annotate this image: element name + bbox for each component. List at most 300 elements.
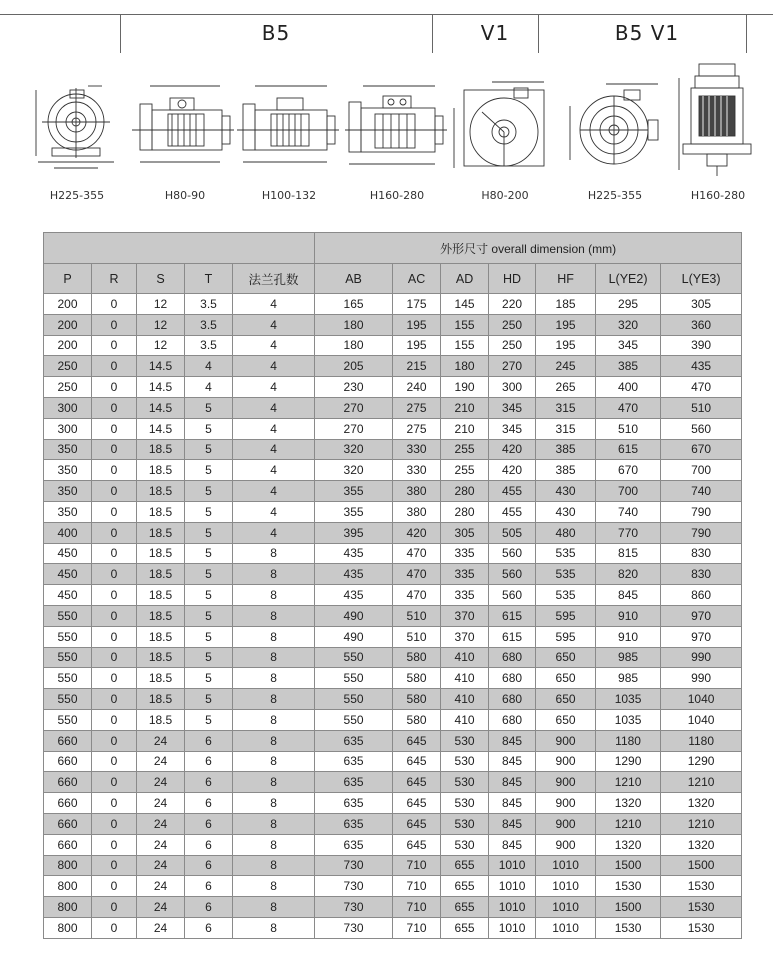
table-cell: 1210: [661, 772, 742, 793]
table-cell: 8: [233, 543, 315, 564]
table-row: [44, 460, 742, 481]
table-cell: 1010: [536, 876, 596, 897]
table-cell: 730: [315, 876, 393, 897]
table-cell: 185: [536, 294, 596, 315]
table-row: [44, 397, 742, 418]
table-cell: 390: [661, 335, 742, 356]
table-cell: 180: [441, 356, 489, 377]
table-cell: 900: [536, 751, 596, 772]
table-cell: 350: [44, 439, 92, 460]
table-row: [44, 377, 742, 398]
table-cell: 3.5: [185, 314, 233, 335]
table-cell: 345: [596, 335, 661, 356]
table-cell: 0: [92, 397, 137, 418]
table-cell: 250: [44, 377, 92, 398]
table-cell: 580: [393, 709, 441, 730]
divider: [120, 15, 121, 53]
vertical-view-drawing: [677, 58, 757, 178]
table-cell: 0: [92, 314, 137, 335]
table-cell: 655: [441, 917, 489, 938]
table-cell: 265: [536, 377, 596, 398]
column-header: P: [44, 264, 92, 294]
table-cell: 535: [536, 543, 596, 564]
table-row: [44, 730, 742, 751]
table-cell: 6: [185, 876, 233, 897]
table-cell: 845: [489, 730, 536, 751]
table-cell: 155: [441, 335, 489, 356]
table-cell: 1010: [489, 855, 536, 876]
table-cell: 535: [536, 564, 596, 585]
table-cell: 660: [44, 772, 92, 793]
table-row: [44, 813, 742, 834]
table-cell: 24: [137, 813, 185, 834]
side-view-drawing: [343, 80, 448, 175]
table-cell: 5: [185, 501, 233, 522]
table-cell: 300: [44, 418, 92, 439]
table-cell: 530: [441, 834, 489, 855]
column-header: AC: [393, 264, 441, 294]
table-cell: 450: [44, 585, 92, 606]
table-cell: 450: [44, 543, 92, 564]
table-cell: 350: [44, 460, 92, 481]
table-cell: 5: [185, 418, 233, 439]
table-cell: 195: [393, 314, 441, 335]
table-cell: 900: [536, 730, 596, 751]
table-cell: 18.5: [137, 439, 185, 460]
table-cell: 635: [315, 834, 393, 855]
table-cell: 210: [441, 418, 489, 439]
table-cell: 645: [393, 793, 441, 814]
table-cell: 1210: [661, 813, 742, 834]
table-cell: 4: [233, 481, 315, 502]
table-cell: 8: [233, 626, 315, 647]
table-cell: 645: [393, 813, 441, 834]
table-cell: 430: [536, 501, 596, 522]
table-cell: 845: [489, 751, 536, 772]
table-cell: 0: [92, 460, 137, 481]
table-cell: 275: [393, 418, 441, 439]
table-cell: 845: [489, 793, 536, 814]
table-cell: 615: [596, 439, 661, 460]
table-cell: 505: [489, 522, 536, 543]
table-cell: 300: [44, 397, 92, 418]
table-cell: 1010: [489, 917, 536, 938]
table-cell: 635: [315, 813, 393, 834]
table-cell: 5: [185, 585, 233, 606]
table-row: [44, 751, 742, 772]
table-cell: 0: [92, 793, 137, 814]
table-cell: 420: [489, 460, 536, 481]
table-cell: 650: [536, 668, 596, 689]
table-cell: 645: [393, 834, 441, 855]
table-cell: 5: [185, 626, 233, 647]
table-cell: 710: [393, 917, 441, 938]
dimension-table: [43, 232, 742, 939]
table-cell: 320: [596, 314, 661, 335]
table-cell: 8: [233, 834, 315, 855]
table-cell: 1210: [596, 813, 661, 834]
table-cell: 8: [233, 730, 315, 751]
table-cell: 1010: [536, 917, 596, 938]
column-header: S: [137, 264, 185, 294]
table-cell: 700: [596, 481, 661, 502]
table-cell: 435: [315, 564, 393, 585]
table-cell: 985: [596, 647, 661, 668]
table-cell: 985: [596, 668, 661, 689]
column-header: R: [92, 264, 137, 294]
table-cell: 1035: [596, 709, 661, 730]
table-cell: 24: [137, 751, 185, 772]
table-cell: 560: [489, 585, 536, 606]
table-cell: 845: [489, 834, 536, 855]
table-cell: 6: [185, 897, 233, 918]
table-row: [44, 314, 742, 335]
table-cell: 410: [441, 647, 489, 668]
table-cell: 970: [661, 626, 742, 647]
table-cell: 1320: [596, 793, 661, 814]
table-cell: 18.5: [137, 668, 185, 689]
table-cell: 145: [441, 294, 489, 315]
table-cell: 385: [536, 439, 596, 460]
table-cell: 8: [233, 793, 315, 814]
table-cell: 330: [393, 460, 441, 481]
table-row: [44, 501, 742, 522]
table-cell: 5: [185, 709, 233, 730]
table-row: [44, 855, 742, 876]
drawing-caption: H100-132: [261, 189, 317, 202]
drawing-caption: H225-355: [587, 189, 643, 202]
table-cell: 320: [315, 439, 393, 460]
table-cell: 660: [44, 730, 92, 751]
table-cell: 560: [661, 418, 742, 439]
table-cell: 350: [44, 501, 92, 522]
table-cell: 6: [185, 855, 233, 876]
table-cell: 0: [92, 772, 137, 793]
mount-label-b5v1: B5 V1: [614, 21, 680, 45]
table-cell: 14.5: [137, 356, 185, 377]
table-cell: 24: [137, 855, 185, 876]
table-cell: 0: [92, 335, 137, 356]
table-row: [44, 335, 742, 356]
table-cell: 510: [393, 605, 441, 626]
table-cell: 580: [393, 668, 441, 689]
table-cell: 8: [233, 585, 315, 606]
table-cell: 5: [185, 668, 233, 689]
table-cell: 0: [92, 585, 137, 606]
table-cell: 6: [185, 793, 233, 814]
table-cell: 6: [185, 751, 233, 772]
table-cell: 0: [92, 668, 137, 689]
table-body: [44, 294, 742, 939]
table-cell: 280: [441, 501, 489, 522]
table-cell: 455: [489, 501, 536, 522]
table-cell: 0: [92, 294, 137, 315]
table-cell: 770: [596, 522, 661, 543]
table-cell: 595: [536, 626, 596, 647]
table-cell: 550: [315, 668, 393, 689]
table-cell: 8: [233, 813, 315, 834]
table-cell: 0: [92, 897, 137, 918]
table-cell: 830: [661, 564, 742, 585]
mount-header: [0, 14, 773, 53]
table-cell: 14.5: [137, 377, 185, 398]
table-cell: 530: [441, 751, 489, 772]
table-cell: 645: [393, 730, 441, 751]
table-cell: 0: [92, 481, 137, 502]
table-cell: 670: [596, 460, 661, 481]
table-cell: 195: [393, 335, 441, 356]
table-cell: 830: [661, 543, 742, 564]
table-cell: 1180: [661, 730, 742, 751]
table-cell: 305: [441, 522, 489, 543]
table-cell: 535: [536, 585, 596, 606]
column-header: L(YE2): [596, 264, 661, 294]
table-cell: 510: [596, 418, 661, 439]
table-cell: 5: [185, 522, 233, 543]
table-cell: 1320: [661, 834, 742, 855]
table-cell: 250: [44, 356, 92, 377]
table-cell: 255: [441, 460, 489, 481]
table-cell: 730: [315, 917, 393, 938]
table-cell: 650: [536, 647, 596, 668]
table-cell: 660: [44, 834, 92, 855]
table-cell: 990: [661, 647, 742, 668]
table-row: [44, 439, 742, 460]
table-row: [44, 834, 742, 855]
column-header: 法兰孔数: [233, 264, 315, 294]
table-cell: 490: [315, 605, 393, 626]
table-cell: 8: [233, 709, 315, 730]
table-cell: 18.5: [137, 501, 185, 522]
table-row: [44, 689, 742, 710]
table-cell: 5: [185, 689, 233, 710]
drawing-caption: H80-200: [481, 189, 529, 202]
table-cell: 910: [596, 626, 661, 647]
table-cell: 1010: [489, 897, 536, 918]
table-cell: 335: [441, 585, 489, 606]
table-cell: 0: [92, 418, 137, 439]
side-view-drawing: [235, 80, 340, 175]
table-column-header-row: [44, 264, 742, 294]
table-cell: 210: [441, 397, 489, 418]
table-cell: 650: [536, 689, 596, 710]
table-cell: 730: [315, 855, 393, 876]
divider: [432, 15, 433, 53]
table-cell: 24: [137, 793, 185, 814]
table-cell: 790: [661, 522, 742, 543]
table-cell: 220: [489, 294, 536, 315]
table-cell: 660: [44, 751, 92, 772]
table-cell: 1180: [596, 730, 661, 751]
table-cell: 5: [185, 564, 233, 585]
table-cell: 370: [441, 626, 489, 647]
table-cell: 615: [489, 605, 536, 626]
table-cell: 200: [44, 294, 92, 315]
table-cell: 4: [233, 356, 315, 377]
table-cell: 1035: [596, 689, 661, 710]
table-row: [44, 294, 742, 315]
table-cell: 550: [315, 647, 393, 668]
table-cell: 655: [441, 876, 489, 897]
table-cell: 8: [233, 647, 315, 668]
table-row: [44, 481, 742, 502]
table-cell: 550: [315, 689, 393, 710]
table-cell: 660: [44, 813, 92, 834]
table-cell: 190: [441, 377, 489, 398]
table-cell: 5: [185, 397, 233, 418]
table-cell: 470: [393, 543, 441, 564]
table-cell: 5: [185, 460, 233, 481]
table-cell: 355: [315, 481, 393, 502]
table-cell: 5: [185, 439, 233, 460]
table-cell: 680: [489, 689, 536, 710]
table-cell: 155: [441, 314, 489, 335]
divider: [746, 15, 747, 53]
table-cell: 1210: [596, 772, 661, 793]
table-cell: 5: [185, 647, 233, 668]
table-cell: 380: [393, 481, 441, 502]
table-cell: 1040: [661, 709, 742, 730]
table-cell: 4: [233, 397, 315, 418]
table-cell: 0: [92, 564, 137, 585]
table-cell: 360: [661, 314, 742, 335]
table-cell: 450: [44, 564, 92, 585]
table-cell: 24: [137, 876, 185, 897]
table-cell: 205: [315, 356, 393, 377]
table-cell: 680: [489, 709, 536, 730]
table-group-header-row: [44, 233, 742, 264]
table-cell: 8: [233, 689, 315, 710]
table-cell: 1530: [661, 917, 742, 938]
table-cell: 8: [233, 772, 315, 793]
table-cell: 900: [536, 813, 596, 834]
table-cell: 4: [233, 501, 315, 522]
table-row: [44, 585, 742, 606]
table-cell: 420: [393, 522, 441, 543]
table-cell: 1320: [596, 834, 661, 855]
table-cell: 0: [92, 917, 137, 938]
end-view-drawing: [32, 84, 122, 174]
table-cell: 350: [44, 481, 92, 502]
column-header: AB: [315, 264, 393, 294]
table-cell: 8: [233, 668, 315, 689]
table-cell: 270: [489, 356, 536, 377]
table-cell: 990: [661, 668, 742, 689]
table-cell: 410: [441, 689, 489, 710]
table-cell: 275: [393, 397, 441, 418]
table-cell: 14.5: [137, 397, 185, 418]
table-cell: 0: [92, 689, 137, 710]
column-header: HF: [536, 264, 596, 294]
table-cell: 530: [441, 813, 489, 834]
table-cell: 0: [92, 501, 137, 522]
table-cell: 0: [92, 626, 137, 647]
table-cell: 215: [393, 356, 441, 377]
table-cell: 230: [315, 377, 393, 398]
table-cell: 300: [489, 377, 536, 398]
table-row: [44, 626, 742, 647]
table-cell: 4: [233, 439, 315, 460]
table-cell: 710: [393, 855, 441, 876]
column-header: AD: [441, 264, 489, 294]
table-cell: 385: [536, 460, 596, 481]
side-view-drawing: [130, 80, 235, 175]
table-cell: 710: [393, 876, 441, 897]
table-cell: 435: [315, 585, 393, 606]
table-cell: 4: [233, 294, 315, 315]
table-row: [44, 917, 742, 938]
table-cell: 0: [92, 605, 137, 626]
table-cell: 18.5: [137, 460, 185, 481]
table-cell: 6: [185, 834, 233, 855]
table-cell: 370: [441, 605, 489, 626]
table-cell: 1500: [596, 897, 661, 918]
table-cell: 175: [393, 294, 441, 315]
table-cell: 1010: [536, 855, 596, 876]
table-cell: 800: [44, 917, 92, 938]
table-cell: 24: [137, 772, 185, 793]
table-cell: 4: [185, 356, 233, 377]
table-cell: 400: [596, 377, 661, 398]
table-cell: 14.5: [137, 418, 185, 439]
table-cell: 18.5: [137, 564, 185, 585]
column-header: L(YE3): [661, 264, 742, 294]
table-cell: 5: [185, 543, 233, 564]
table-cell: 18.5: [137, 709, 185, 730]
table-cell: 6: [185, 813, 233, 834]
table-cell: 24: [137, 917, 185, 938]
table-cell: 0: [92, 439, 137, 460]
table-cell: 580: [393, 647, 441, 668]
table-cell: 8: [233, 897, 315, 918]
table-row: [44, 876, 742, 897]
table-cell: 18.5: [137, 543, 185, 564]
table-cell: 18.5: [137, 647, 185, 668]
table-cell: 815: [596, 543, 661, 564]
table-cell: 250: [489, 335, 536, 356]
table-cell: 645: [393, 772, 441, 793]
table-cell: 0: [92, 834, 137, 855]
table-cell: 4: [233, 377, 315, 398]
table-cell: 595: [536, 605, 596, 626]
table-cell: 355: [315, 501, 393, 522]
mount-label-b5: B5: [261, 21, 291, 45]
table-cell: 435: [661, 356, 742, 377]
drawing-caption: H160-280: [690, 189, 746, 202]
table-cell: 280: [441, 481, 489, 502]
table-cell: 670: [661, 439, 742, 460]
table-cell: 305: [661, 294, 742, 315]
table-cell: 315: [536, 418, 596, 439]
table-cell: 800: [44, 855, 92, 876]
table-cell: 900: [536, 793, 596, 814]
table-cell: 5: [185, 605, 233, 626]
table-cell: 0: [92, 543, 137, 564]
table-cell: 680: [489, 668, 536, 689]
table-cell: 470: [393, 564, 441, 585]
table-cell: 1530: [661, 876, 742, 897]
table-cell: 385: [596, 356, 661, 377]
table-cell: 660: [44, 793, 92, 814]
overall-dimension-header: 外形尺寸 overall dimension (mm): [315, 233, 742, 264]
column-header: T: [185, 264, 233, 294]
table-cell: 1530: [596, 876, 661, 897]
table-cell: 18.5: [137, 605, 185, 626]
table-cell: 6: [185, 730, 233, 751]
flange-view-drawing: [452, 78, 557, 178]
table-cell: 8: [233, 751, 315, 772]
table-cell: 0: [92, 377, 137, 398]
